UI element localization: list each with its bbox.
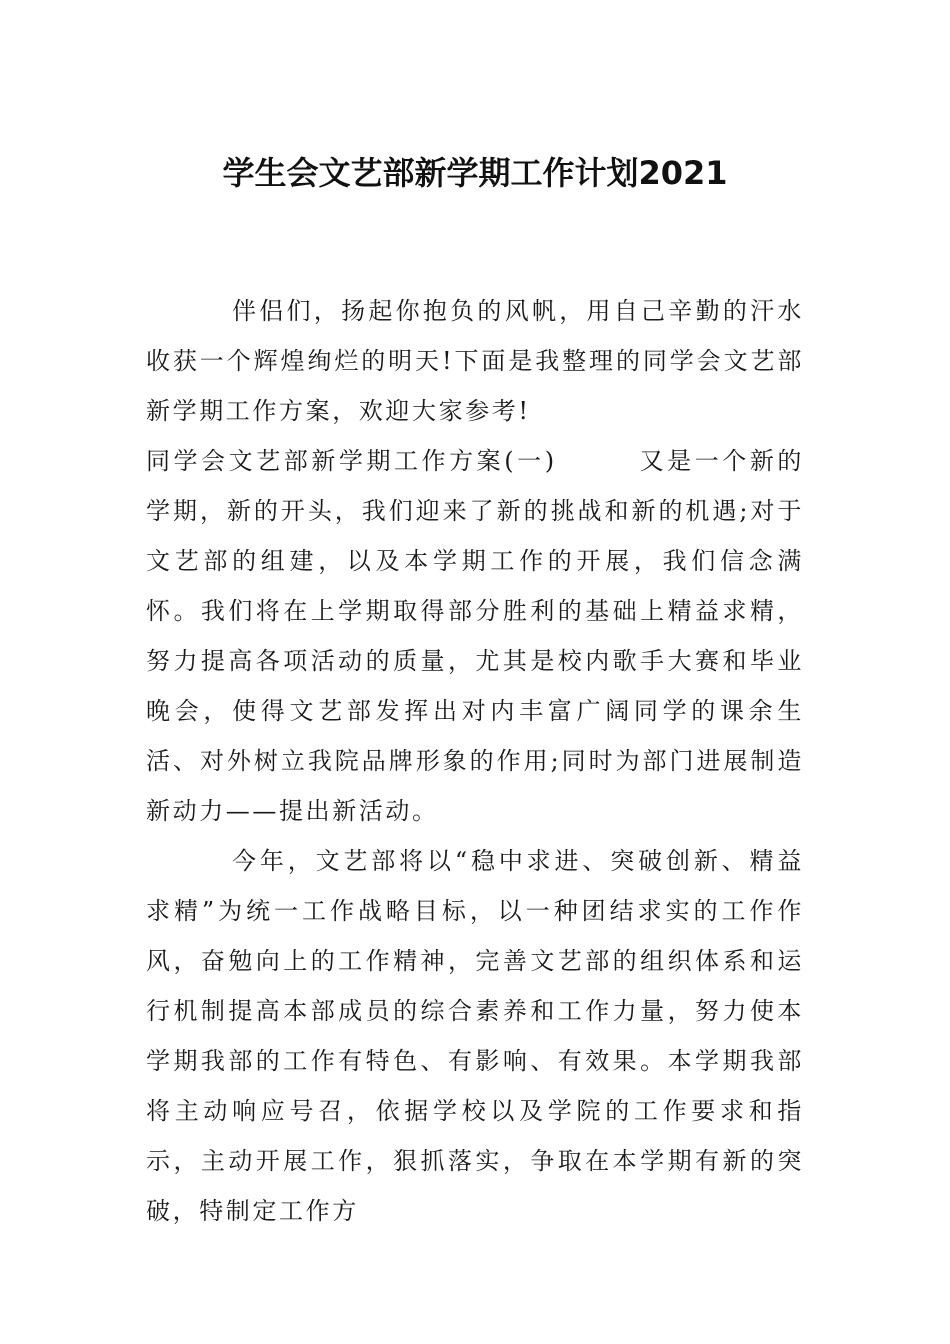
section-paragraph	[146, 436, 804, 836]
document-title: 学生会文艺部新学期工作计划2021	[222, 154, 728, 193]
goals-paragraph: 今年，文艺部将以“稳中求进、突破创新、精益求精”为统一工作战略目标，以一种团结求实的工作作风，奋勉向上的工作精神，完善文艺部的组织体系和运行机制提高本部成员的综合素养和工作力量，努力使本学期我部的工作有特色、有影响、有效果。本学期我部将主动响应号召，依据学校以及学院的工作要求和指示，主动开展工作，狠抓落实，争取在本学期有新的突破，特制定工作方	[146, 847, 804, 1225]
intro-paragraph: 伴侣们，扬起你抱负的风帆，用自己辛勤的汗水收获一个辉煌绚烂的明天!下面是我整理的同学会文艺部新学期工作方案，欢迎大家参考!	[146, 297, 804, 425]
section-heading: 同学会文艺部新学期工作方案(一)	[146, 447, 557, 475]
section-body: 又是一个新的学期，新的开头，我们迎来了新的挑战和新的机遇;对于文艺部的组建，以及本学期工作的开展，我们信念满怀。我们将在上学期取得部分胜利的基础上精益求精，努力提高各项活动的质量，尤其是校内歌手大赛和毕业晚会，使得文艺部发挥出对内丰富广阔同学的课余生活、对外树立我院品牌形象的作用;同时为部门进展制造新动力——提出新活动。	[146, 447, 804, 825]
document-body	[146, 286, 804, 1236]
